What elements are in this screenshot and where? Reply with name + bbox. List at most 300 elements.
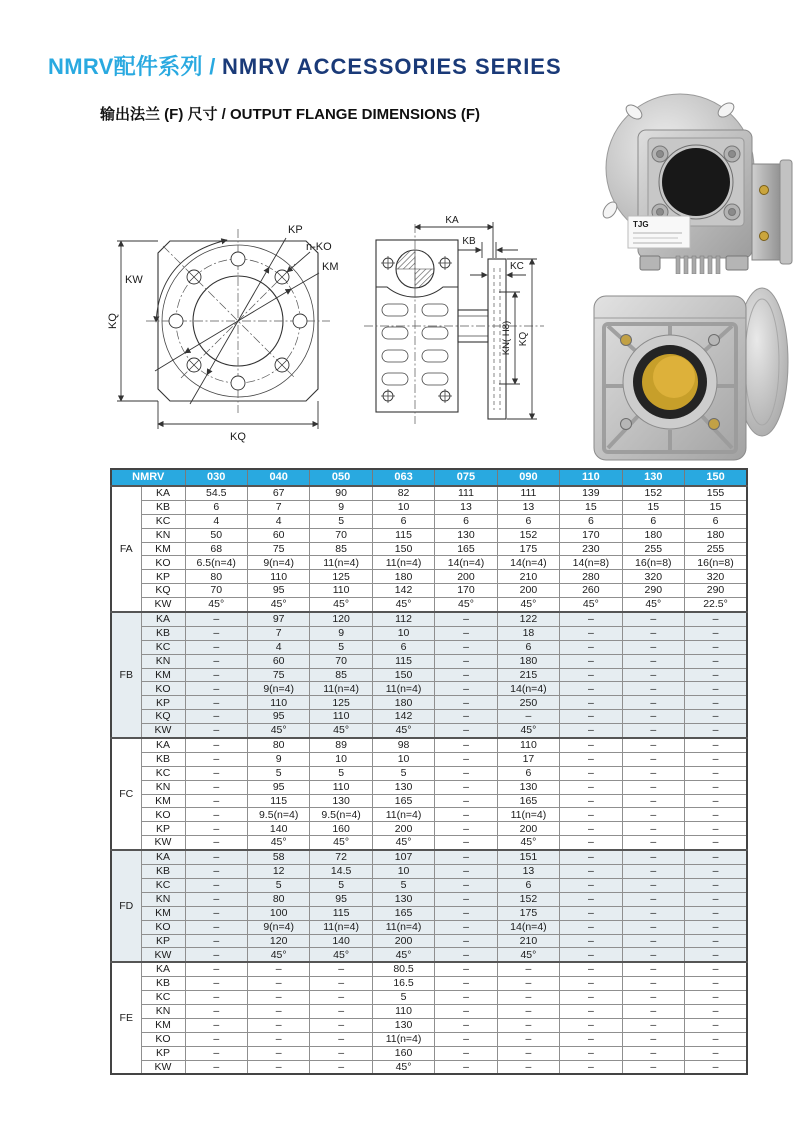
table-cell: – (497, 991, 559, 1005)
table-param-label: KP (141, 934, 185, 948)
table-cell: – (185, 1018, 247, 1032)
table-param-label: KO (141, 1032, 185, 1046)
table-param-label: KB (141, 500, 185, 514)
table-param-label: KM (141, 668, 185, 682)
table-header-size-050: 050 (310, 469, 372, 486)
table-cell: 18 (497, 626, 559, 640)
table-cell: 45° (622, 598, 684, 612)
table-cell: 175 (497, 542, 559, 556)
table-cell: 95 (247, 780, 309, 794)
table-header-size-075: 075 (435, 469, 497, 486)
table-param-label: KN (141, 1004, 185, 1018)
table-cell: – (560, 836, 622, 850)
table-cell: – (435, 836, 497, 850)
table-cell: 290 (622, 584, 684, 598)
table-cell: – (685, 892, 747, 906)
table-cell: – (310, 1018, 372, 1032)
table-cell: 110 (310, 780, 372, 794)
table-cell: – (185, 696, 247, 710)
table-cell: – (560, 626, 622, 640)
table-cell: 9 (310, 500, 372, 514)
table-cell: 130 (497, 780, 559, 794)
table-param-label: KA (141, 850, 185, 864)
table-cell: – (247, 1032, 309, 1046)
output-flange (458, 259, 506, 419)
table-header-size-090: 090 (497, 469, 559, 486)
table-cell: – (622, 865, 684, 879)
table-cell: – (185, 892, 247, 906)
table-header-size-150: 150 (685, 469, 747, 486)
table-cell: 45° (497, 836, 559, 850)
table-cell: – (685, 1060, 747, 1074)
table-cell: – (185, 962, 247, 976)
table-cell: – (497, 962, 559, 976)
table-cell: – (560, 962, 622, 976)
table-cell: 6 (497, 514, 559, 528)
table-cell: – (185, 668, 247, 682)
table-cell: – (497, 1018, 559, 1032)
table-cell: – (185, 920, 247, 934)
dimension-km (155, 261, 339, 371)
flange-front-view-diagram (103, 216, 353, 446)
table-cell: – (310, 977, 372, 991)
table-row (111, 570, 747, 584)
table-param-label: KP (141, 570, 185, 584)
page-subtitle: 输出法兰 (F) 尺寸 / OUTPUT FLANGE DIMENSIONS (F) (100, 106, 480, 123)
table-cell: 6 (372, 640, 434, 654)
table-param-label: KW (141, 598, 185, 612)
table-cell: 85 (310, 668, 372, 682)
table-cell: – (685, 1018, 747, 1032)
table-cell: – (185, 865, 247, 879)
table-cell: 110 (247, 570, 309, 584)
table-cell: 110 (372, 1004, 434, 1018)
table-cell: 4 (247, 640, 309, 654)
table-row (111, 1018, 747, 1032)
output-bushing-highlight (653, 356, 695, 398)
table-param-label: KC (141, 766, 185, 780)
table-cell: 130 (372, 892, 434, 906)
label-kq: KQ (518, 331, 529, 347)
table-cell: 67 (247, 486, 309, 500)
table-cell: – (622, 696, 684, 710)
table-cell: – (560, 822, 622, 836)
table-cell: 130 (372, 1018, 434, 1032)
table-cell: 180 (372, 696, 434, 710)
table-cell: 45° (497, 724, 559, 738)
table-cell: – (435, 934, 497, 948)
table-cell: – (497, 1004, 559, 1018)
table-group-label: FB (111, 612, 141, 738)
table-param-label: KN (141, 892, 185, 906)
table-cell: 45° (497, 598, 559, 612)
table-param-label: KC (141, 514, 185, 528)
table-cell: 110 (497, 738, 559, 752)
table-cell: – (622, 822, 684, 836)
table-param-label: KB (141, 865, 185, 879)
label-kq-bottom: KQ (230, 431, 246, 443)
table-cell: 11(n=4) (372, 1032, 434, 1046)
table-cell: 5 (372, 991, 434, 1005)
table-group-label: FA (111, 486, 141, 612)
table-cell: 14(n=4) (497, 556, 559, 570)
table-header-size-110: 110 (560, 469, 622, 486)
table-cell: – (622, 738, 684, 752)
table-cell: – (560, 1018, 622, 1032)
table-cell: 160 (310, 822, 372, 836)
table-cell: – (435, 1060, 497, 1074)
table-cell: – (560, 640, 622, 654)
table-cell: – (185, 654, 247, 668)
table-cell: 45° (185, 598, 247, 612)
table-cell: – (310, 1004, 372, 1018)
table-row (111, 724, 747, 738)
table-cell: 10 (372, 500, 434, 514)
table-row (111, 822, 747, 836)
table-cell: 5 (247, 878, 309, 892)
table-cell: 75 (247, 542, 309, 556)
table-cell: – (685, 668, 747, 682)
table-row (111, 640, 747, 654)
table-cell: 90 (310, 486, 372, 500)
table-cell: – (685, 920, 747, 934)
table-cell: – (310, 991, 372, 1005)
table-cell: – (622, 766, 684, 780)
table-cell: – (560, 682, 622, 696)
table-cell: 165 (372, 794, 434, 808)
table-cell: 11(n=4) (497, 808, 559, 822)
table-param-label: KP (141, 1046, 185, 1060)
table-row (111, 682, 747, 696)
table-cell: – (435, 682, 497, 696)
table-cell: 107 (372, 850, 434, 864)
table-cell: 6 (685, 514, 747, 528)
page-title-en: NMRV ACCESSORIES SERIES (222, 54, 562, 79)
table-header-nmrv: NMRV (111, 469, 185, 486)
table-cell: 70 (185, 584, 247, 598)
table-cell: – (622, 850, 684, 864)
table-cell: – (560, 654, 622, 668)
table-cell: – (622, 1032, 684, 1046)
table-param-label: KM (141, 906, 185, 920)
table-group-label: FD (111, 850, 141, 962)
table-param-label: KM (141, 1018, 185, 1032)
dimension-kb (458, 236, 518, 258)
table-cell: 122 (497, 612, 559, 626)
table-param-label: KC (141, 878, 185, 892)
table-cell: – (185, 640, 247, 654)
table-cell: 6 (497, 640, 559, 654)
table-cell: 16(n=8) (622, 556, 684, 570)
table-cell: 180 (372, 570, 434, 584)
table-row (111, 584, 747, 598)
table-row (111, 836, 747, 850)
table-cell: – (685, 1032, 747, 1046)
table-param-label: KP (141, 696, 185, 710)
table-cell: 45° (372, 724, 434, 738)
table-cell: 139 (560, 486, 622, 500)
name-plate-logo: TJG (633, 220, 649, 229)
label-kw: KW (125, 274, 143, 286)
table-cell: 45° (372, 1060, 434, 1074)
table-cell: 80.5 (372, 962, 434, 976)
flange-dimensions-table (110, 468, 748, 1075)
table-cell: 60 (247, 528, 309, 542)
table-row (111, 752, 747, 766)
table-param-label: KN (141, 654, 185, 668)
table-cell: 14(n=4) (497, 920, 559, 934)
table-cell: – (685, 766, 747, 780)
table-cell: 9(n=4) (247, 920, 309, 934)
table-param-label: KB (141, 752, 185, 766)
table-cell: 140 (247, 822, 309, 836)
table-param-label: KW (141, 836, 185, 850)
table-cell: – (560, 668, 622, 682)
table-cell: 45° (497, 948, 559, 962)
table-cell: – (622, 977, 684, 991)
table-cell: – (247, 1060, 309, 1074)
table-cell: 10 (372, 865, 434, 879)
table-cell: – (185, 1046, 247, 1060)
table-row (111, 696, 747, 710)
table-cell: – (185, 822, 247, 836)
table-cell: – (247, 1018, 309, 1032)
table-cell: – (497, 1060, 559, 1074)
table-cell: – (185, 878, 247, 892)
table-cell: 11(n=4) (372, 556, 434, 570)
table-param-label: KA (141, 612, 185, 626)
label-kn: KN( H8) (501, 320, 512, 356)
table-cell: – (435, 668, 497, 682)
table-cell: – (435, 991, 497, 1005)
table-param-label: KB (141, 626, 185, 640)
table-cell: 140 (310, 934, 372, 948)
table-cell: – (622, 948, 684, 962)
table-cell: – (622, 654, 684, 668)
table-cell: – (685, 780, 747, 794)
table-cell: – (622, 612, 684, 626)
table-cell: 150 (372, 668, 434, 682)
table-cell: – (435, 724, 497, 738)
table-cell: – (685, 654, 747, 668)
table-row (111, 962, 747, 976)
name-plate (628, 216, 690, 248)
table-cell: 155 (685, 486, 747, 500)
table-cell: 80 (185, 570, 247, 584)
table-cell: – (185, 1004, 247, 1018)
table-cell: – (622, 892, 684, 906)
side-motor-mount (752, 160, 792, 264)
table-cell: 5 (310, 766, 372, 780)
table-cell: 45° (247, 948, 309, 962)
table-cell: – (247, 1046, 309, 1060)
table-cell: – (685, 612, 747, 626)
foot-right (726, 256, 748, 270)
table-header-size-040: 040 (247, 469, 309, 486)
table-cell: 6.5(n=4) (185, 556, 247, 570)
table-param-label: KA (141, 486, 185, 500)
table-cell: – (622, 836, 684, 850)
foot-left (640, 256, 660, 270)
table-row (111, 514, 747, 528)
flange-table-body (111, 486, 747, 1074)
table-cell: – (560, 752, 622, 766)
table-cell: – (560, 878, 622, 892)
table-row (111, 1060, 747, 1074)
table-cell: – (185, 934, 247, 948)
table-cell: 12 (247, 865, 309, 879)
table-cell: – (247, 1004, 309, 1018)
dimension-kp (190, 224, 303, 404)
table-cell: – (622, 878, 684, 892)
table-cell: – (560, 977, 622, 991)
table-cell: 152 (497, 892, 559, 906)
table-row (111, 920, 747, 934)
table-cell: – (560, 850, 622, 864)
table-cell: 290 (685, 584, 747, 598)
table-cell: – (185, 794, 247, 808)
table-cell: 200 (372, 822, 434, 836)
table-param-label: KC (141, 991, 185, 1005)
table-cell: – (560, 991, 622, 1005)
table-cell: 98 (372, 738, 434, 752)
table-cell: – (435, 906, 497, 920)
dimension-kw (125, 240, 227, 322)
table-param-label: KB (141, 977, 185, 991)
table-param-label: KW (141, 948, 185, 962)
table-cell: – (685, 836, 747, 850)
table-cell: 14(n=4) (497, 682, 559, 696)
label-kb: KB (462, 236, 476, 247)
table-row (111, 626, 747, 640)
table-header-size-030: 030 (185, 469, 247, 486)
table-cell: 60 (247, 654, 309, 668)
table-row (111, 878, 747, 892)
table-row (111, 612, 747, 626)
gearbox-side-view-diagram (358, 212, 548, 447)
table-cell: 13 (497, 865, 559, 879)
table-cell: – (435, 766, 497, 780)
table-cell: 95 (247, 584, 309, 598)
table-param-label: KQ (141, 584, 185, 598)
table-cell: – (560, 906, 622, 920)
table-cell: – (560, 808, 622, 822)
table-cell: 210 (497, 570, 559, 584)
table-cell: – (560, 948, 622, 962)
table-cell: – (435, 977, 497, 991)
table-cell: 125 (310, 570, 372, 584)
table-cell: 9(n=4) (247, 556, 309, 570)
table-cell: – (497, 1046, 559, 1060)
table-cell: – (435, 1046, 497, 1060)
table-group-label: FC (111, 738, 141, 850)
table-cell: 95 (247, 710, 309, 724)
label-kp: KP (288, 224, 303, 236)
table-cell: 45° (247, 598, 309, 612)
table-cell: – (560, 766, 622, 780)
table-cell: – (622, 906, 684, 920)
table-row (111, 794, 747, 808)
table-cell: 14.5 (310, 865, 372, 879)
table-cell: – (685, 710, 747, 724)
table-cell: 130 (435, 528, 497, 542)
label-kc: KC (510, 261, 524, 272)
table-cell: – (560, 696, 622, 710)
table-cell: 6 (435, 514, 497, 528)
table-cell: – (185, 948, 247, 962)
table-param-label: KN (141, 528, 185, 542)
table-param-label: KO (141, 682, 185, 696)
table-cell: – (435, 612, 497, 626)
table-cell: – (560, 865, 622, 879)
dimension-kc (470, 261, 526, 282)
table-cell: – (560, 1032, 622, 1046)
table-row (111, 668, 747, 682)
table-cell: – (560, 1046, 622, 1060)
table-cell: 5 (372, 766, 434, 780)
table-cell: – (622, 808, 684, 822)
table-cell: – (685, 948, 747, 962)
table-cell: – (622, 794, 684, 808)
table-cell: 58 (247, 850, 309, 864)
table-cell: – (185, 977, 247, 991)
table-cell: – (685, 822, 747, 836)
label-n-ko: n-KO (306, 241, 332, 253)
table-cell: 6 (497, 878, 559, 892)
table-cell: 180 (497, 654, 559, 668)
table-cell: 85 (310, 542, 372, 556)
table-cell: 15 (685, 500, 747, 514)
table-cell: – (622, 752, 684, 766)
table-cell: 5 (310, 640, 372, 654)
table-cell: – (185, 1060, 247, 1074)
cooling-fins (676, 256, 720, 274)
table-row (111, 542, 747, 556)
table-cell: – (185, 766, 247, 780)
table-row (111, 556, 747, 570)
table-cell: – (435, 752, 497, 766)
label-kq-left: KQ (107, 313, 119, 329)
product-photo-gearbox-output (588, 282, 795, 468)
table-cell: 110 (310, 710, 372, 724)
table-cell: – (685, 682, 747, 696)
table-cell: – (622, 626, 684, 640)
table-cell: 111 (435, 486, 497, 500)
table-cell: 120 (310, 612, 372, 626)
table-cell: – (435, 738, 497, 752)
table-cell: 97 (247, 612, 309, 626)
table-cell: – (560, 612, 622, 626)
table-cell: – (435, 920, 497, 934)
table-cell: 142 (372, 584, 434, 598)
table-cell: 10 (372, 626, 434, 640)
table-cell: 5 (372, 878, 434, 892)
table-cell: 130 (372, 780, 434, 794)
table-cell: – (435, 850, 497, 864)
table-cell: – (622, 920, 684, 934)
table-cell: 255 (622, 542, 684, 556)
table-cell: 95 (310, 892, 372, 906)
table-cell: 13 (497, 500, 559, 514)
table-cell: – (622, 710, 684, 724)
table-cell: 16(n=8) (685, 556, 747, 570)
table-cell: – (435, 696, 497, 710)
table-cell: 17 (497, 752, 559, 766)
table-cell: – (622, 991, 684, 1005)
table-cell: 80 (247, 892, 309, 906)
table-cell: 170 (435, 584, 497, 598)
table-cell: 180 (622, 528, 684, 542)
